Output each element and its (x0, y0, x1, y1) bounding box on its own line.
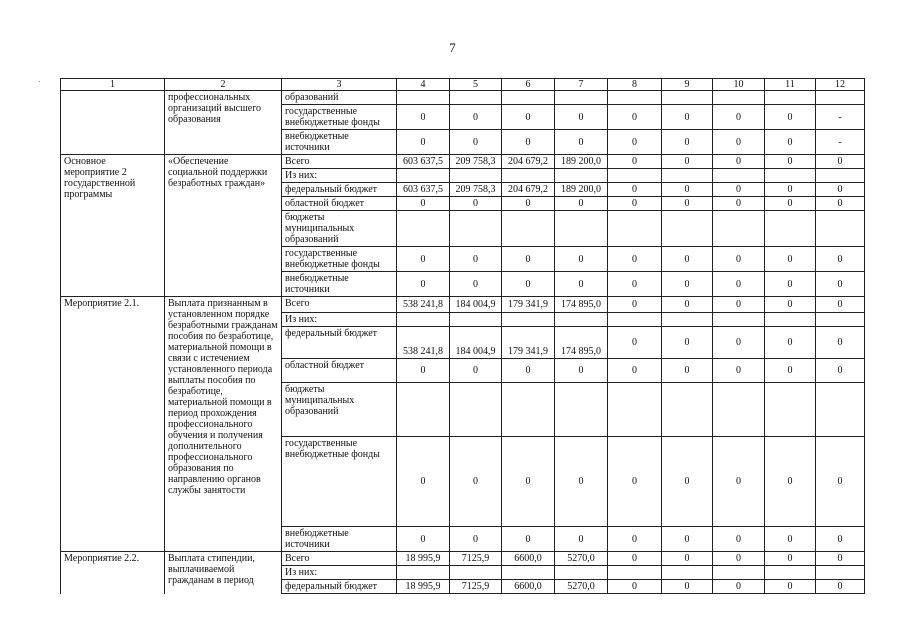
value-cell: 0 (713, 527, 765, 552)
value-cell: 0 (713, 359, 765, 383)
source-label: бюджеты муниципальных образований (282, 383, 397, 437)
value-cell (608, 383, 662, 437)
header-cell: 2 (165, 79, 282, 91)
value-cell: 0 (662, 359, 713, 383)
value-cell (397, 383, 450, 437)
value-cell: 0 (816, 272, 865, 297)
value-cell (713, 383, 765, 437)
value-cell (450, 313, 502, 327)
value-cell: 7125,9 (450, 580, 502, 594)
value-cell: 0 (502, 437, 555, 527)
value-cell (450, 91, 502, 105)
value-cell: 0 (608, 130, 662, 155)
value-cell (713, 211, 765, 247)
value-cell: 0 (765, 580, 816, 594)
value-cell: 0 (713, 272, 765, 297)
m2-title: Основное мероприятие 2 государственной программы (61, 155, 165, 297)
value-cell: 0 (816, 552, 865, 566)
value-cell: 0 (662, 527, 713, 552)
value-cell (502, 566, 555, 580)
source-label: образований (282, 91, 397, 105)
page-number: 7 (449, 40, 456, 55)
value-cell (662, 383, 713, 437)
value-cell: 538 241,8 (397, 297, 450, 313)
value-cell: 0 (765, 155, 816, 169)
source-label: Из них: (282, 313, 397, 327)
value-cell: 174 895,0 (555, 327, 608, 359)
value-cell: 0 (502, 247, 555, 272)
value-cell (816, 211, 865, 247)
value-cell (450, 169, 502, 183)
header-cell: 9 (662, 79, 713, 91)
header-cell: 12 (816, 79, 865, 91)
value-cell: 5270,0 (555, 580, 608, 594)
carry-col2: профессиональных организаций высшего образования (165, 91, 282, 155)
value-cell: 0 (816, 580, 865, 594)
value-cell: 0 (765, 437, 816, 527)
value-cell (608, 313, 662, 327)
value-cell: 0 (662, 580, 713, 594)
value-cell (397, 211, 450, 247)
value-cell: 0 (608, 105, 662, 130)
value-cell (555, 383, 608, 437)
value-cell: 0 (713, 297, 765, 313)
value-cell (450, 383, 502, 437)
value-cell (397, 566, 450, 580)
value-cell: 0 (502, 527, 555, 552)
value-cell: 0 (662, 552, 713, 566)
value-cell (765, 169, 816, 183)
value-cell (713, 566, 765, 580)
value-cell: 0 (713, 105, 765, 130)
value-cell (608, 211, 662, 247)
value-cell (765, 566, 816, 580)
value-cell: 0 (765, 130, 816, 155)
value-cell (397, 313, 450, 327)
value-cell (555, 169, 608, 183)
value-cell (765, 91, 816, 105)
value-cell: 0 (608, 155, 662, 169)
value-cell (502, 313, 555, 327)
m21-description: Выплата признанным в установленном порядке безработными гражданам пособия по безработице, материальной помощи в связи с истечением установленного периода выплаты пособия по безработице, материальной помощи в период прохождения профессионального обучения и получения дополнительного профессионального образования по направлению органов службы занятости (165, 297, 282, 552)
value-cell: 0 (555, 437, 608, 527)
value-cell: 0 (713, 552, 765, 566)
m22-title: Мероприятие 2.2. (61, 552, 165, 594)
value-cell: 6600,0 (502, 580, 555, 594)
value-cell: 0 (397, 197, 450, 211)
value-cell: 0 (816, 183, 865, 197)
value-cell: 0 (608, 272, 662, 297)
value-cell: 184 004,9 (450, 297, 502, 313)
value-cell: 7125,9 (450, 552, 502, 566)
m2-description: «Обеспечение социальной поддержки безработных граждан» (165, 155, 282, 297)
value-cell: 0 (397, 130, 450, 155)
value-cell: 0 (662, 130, 713, 155)
value-cell: 0 (608, 527, 662, 552)
m21-title: Мероприятие 2.1. (61, 297, 165, 552)
value-cell: 603 637,5 (397, 155, 450, 169)
source-label: бюджеты муниципальных образований (282, 211, 397, 247)
source-label: государственные внебюджетные фонды (282, 437, 397, 527)
value-cell (555, 211, 608, 247)
value-cell: 0 (662, 272, 713, 297)
value-cell: 0 (713, 327, 765, 359)
source-label: областной бюджет (282, 197, 397, 211)
value-cell: 0 (765, 527, 816, 552)
value-cell: 0 (713, 247, 765, 272)
value-cell: 0 (816, 359, 865, 383)
value-cell (662, 566, 713, 580)
value-cell: 0 (713, 437, 765, 527)
value-cell: 0 (765, 247, 816, 272)
value-cell: 0 (662, 437, 713, 527)
value-cell: 0 (816, 155, 865, 169)
value-cell: 0 (555, 527, 608, 552)
value-cell: - (816, 105, 865, 130)
value-cell: 0 (608, 327, 662, 359)
value-cell: 5270,0 (555, 552, 608, 566)
value-cell: 0 (608, 297, 662, 313)
value-cell (816, 169, 865, 183)
value-cell: 0 (713, 155, 765, 169)
source-label: Всего (282, 297, 397, 313)
value-cell: 0 (765, 297, 816, 313)
value-cell: 18 995,9 (397, 552, 450, 566)
value-cell (502, 383, 555, 437)
carry-col1 (61, 91, 165, 155)
value-cell: 0 (765, 272, 816, 297)
value-cell: 0 (816, 437, 865, 527)
value-cell: 0 (765, 359, 816, 383)
source-label: Из них: (282, 169, 397, 183)
value-cell (765, 313, 816, 327)
value-cell (662, 313, 713, 327)
value-cell: - (816, 130, 865, 155)
value-cell: 0 (713, 197, 765, 211)
source-label: внебюджетные источники (282, 130, 397, 155)
source-label: внебюджетные источники (282, 527, 397, 552)
value-cell (608, 169, 662, 183)
value-cell (450, 211, 502, 247)
value-cell: 0 (608, 437, 662, 527)
value-cell: 0 (555, 359, 608, 383)
value-cell: 0 (397, 272, 450, 297)
value-cell: 0 (450, 247, 502, 272)
value-cell: 0 (662, 105, 713, 130)
value-cell: 0 (662, 247, 713, 272)
value-cell (816, 383, 865, 437)
value-cell (450, 566, 502, 580)
value-cell: 0 (608, 552, 662, 566)
value-cell (765, 383, 816, 437)
value-cell: 179 341,9 (502, 297, 555, 313)
value-cell (662, 169, 713, 183)
header-row (61, 79, 865, 91)
value-cell: 204 679,2 (502, 155, 555, 169)
value-cell: 0 (608, 247, 662, 272)
value-cell (662, 91, 713, 105)
value-cell: 0 (816, 247, 865, 272)
header-cell: 5 (450, 79, 502, 91)
source-label: Из них: (282, 566, 397, 580)
value-cell: 0 (765, 105, 816, 130)
value-cell: 0 (397, 527, 450, 552)
value-cell: 0 (662, 327, 713, 359)
value-cell: 0 (662, 155, 713, 169)
value-cell: 0 (555, 130, 608, 155)
value-cell: 0 (450, 359, 502, 383)
value-cell: 0 (608, 197, 662, 211)
value-cell (765, 211, 816, 247)
header-cell: 1 (61, 79, 165, 91)
value-cell: 0 (765, 552, 816, 566)
value-cell: 209 758,3 (450, 183, 502, 197)
value-cell (662, 211, 713, 247)
value-cell: 0 (555, 105, 608, 130)
source-label: федеральный бюджет (282, 327, 397, 359)
header-cell: 7 (555, 79, 608, 91)
value-cell: 0 (662, 183, 713, 197)
value-cell: 0 (816, 527, 865, 552)
value-cell: 0 (816, 297, 865, 313)
value-cell: 204 679,2 (502, 183, 555, 197)
value-cell (608, 91, 662, 105)
value-cell: 0 (450, 272, 502, 297)
value-cell: 189 200,0 (555, 155, 608, 169)
header-cell: 8 (608, 79, 662, 91)
value-cell: 0 (502, 105, 555, 130)
value-cell: 0 (555, 197, 608, 211)
budget-table (60, 78, 865, 594)
value-cell: 0 (450, 437, 502, 527)
value-cell (555, 91, 608, 105)
value-cell: 0 (816, 197, 865, 211)
value-cell: 179 341,9 (502, 327, 555, 359)
value-cell (555, 566, 608, 580)
value-cell: 0 (713, 183, 765, 197)
m22-description: Выплата стипендии, выплачиваемой гражданам в период (165, 552, 282, 594)
value-cell: 0 (502, 130, 555, 155)
value-cell (397, 169, 450, 183)
source-label: федеральный бюджет (282, 580, 397, 594)
value-cell: 209 758,3 (450, 155, 502, 169)
value-cell: 0 (713, 130, 765, 155)
value-cell (502, 169, 555, 183)
value-cell: 18 995,9 (397, 580, 450, 594)
value-cell: 0 (608, 580, 662, 594)
value-cell: 0 (502, 359, 555, 383)
value-cell: 0 (397, 105, 450, 130)
source-label: федеральный бюджет (282, 183, 397, 197)
value-cell (713, 169, 765, 183)
m2-row (61, 155, 865, 169)
source-label: Всего (282, 155, 397, 169)
value-cell (502, 211, 555, 247)
value-cell (502, 91, 555, 105)
header-cell: 10 (713, 79, 765, 91)
value-cell: 0 (608, 359, 662, 383)
value-cell: 538 241,8 (397, 327, 450, 359)
value-cell: 6600,0 (502, 552, 555, 566)
source-label: государственные внебюджетные фонды (282, 247, 397, 272)
value-cell: 0 (502, 197, 555, 211)
value-cell: 0 (555, 247, 608, 272)
value-cell (713, 91, 765, 105)
value-cell (397, 91, 450, 105)
value-cell: 0 (450, 527, 502, 552)
value-cell: 174 895,0 (555, 297, 608, 313)
value-cell: 189 200,0 (555, 183, 608, 197)
value-cell: 0 (713, 580, 765, 594)
value-cell: 0 (555, 272, 608, 297)
scan-mark: · (38, 76, 41, 86)
value-cell: 0 (765, 327, 816, 359)
header-cell: 6 (502, 79, 555, 91)
header-cell: 4 (397, 79, 450, 91)
value-cell (816, 566, 865, 580)
source-label: внебюджетные источники (282, 272, 397, 297)
value-cell: 0 (450, 130, 502, 155)
value-cell: 0 (502, 272, 555, 297)
header-cell: 3 (282, 79, 397, 91)
carry-row (61, 91, 865, 105)
source-label: областной бюджет (282, 359, 397, 383)
value-cell (816, 313, 865, 327)
m22-row (61, 552, 865, 566)
value-cell: 0 (397, 437, 450, 527)
source-label: государственные внебюджетные фонды (282, 105, 397, 130)
value-cell (713, 313, 765, 327)
value-cell: 0 (450, 197, 502, 211)
value-cell (816, 91, 865, 105)
m21-row (61, 297, 865, 313)
value-cell: 0 (397, 359, 450, 383)
header-cell: 11 (765, 79, 816, 91)
value-cell (608, 566, 662, 580)
value-cell: 0 (662, 297, 713, 313)
value-cell: 0 (450, 105, 502, 130)
value-cell: 0 (608, 183, 662, 197)
value-cell: 0 (816, 327, 865, 359)
value-cell: 184 004,9 (450, 327, 502, 359)
value-cell: 0 (397, 247, 450, 272)
value-cell: 603 637,5 (397, 183, 450, 197)
value-cell (555, 313, 608, 327)
value-cell: 0 (765, 183, 816, 197)
value-cell: 0 (765, 197, 816, 211)
value-cell: 0 (662, 197, 713, 211)
source-label: Всего (282, 552, 397, 566)
